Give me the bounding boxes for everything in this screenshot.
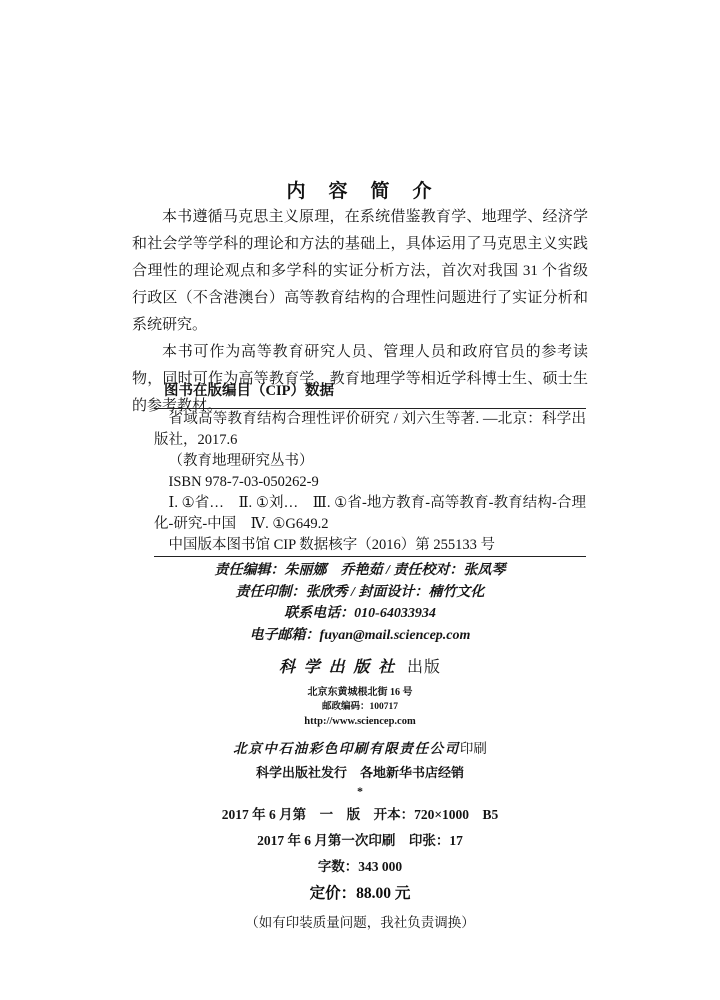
imprint-block (0, 654, 720, 931)
page-title: 内 容 简 介 (286, 181, 434, 202)
edition-line-2: 2017 年 6 月第一次印刷 印张：17 (257, 833, 463, 848)
contact-phone: 联系电话：010-64033934 (284, 606, 436, 621)
star-separator: * (357, 784, 363, 798)
cip-series: （教育地理研究丛书） (168, 453, 314, 469)
summary-paragraph-1: 本书遵循马克思主义原理，在系统借鉴教育学、地理学、经济学和社会学等学科的理论和方法的基础上，具体运用了马克思主义实践合理性的理论观点和多学科的实证分析方法，首次对我国 31 个省级行政区（不含港澳台）高等教育结构的合理性问题进行了实证分析和系统研究。 (132, 209, 588, 333)
publisher-line (0, 654, 720, 677)
cip-rule-bottom (154, 556, 586, 557)
price: 定价：88.00 元 (309, 885, 411, 902)
credits-printing-design: 责任印制：张欣秀 / 封面设计：楠竹文化 (235, 584, 485, 600)
printer-name: 北京中石油彩色印刷有限责任公司 (233, 741, 460, 756)
publisher-name: 科学出版社 (278, 659, 403, 676)
publisher-address: 北京东黄城根北街 16 号 (307, 687, 413, 698)
credits-editors: 责任编辑：朱丽娜 乔艳茹 / 责任校对：张凤琴 (214, 563, 506, 578)
cip-data-block (154, 381, 586, 557)
cip-header: 图书在版编目（CIP）数据 (164, 383, 334, 399)
cip-title-line: 省域高等教育结构合理性评价研究 / 刘六生等著. —北京：科学出版社，2017.6 (154, 411, 586, 448)
publisher-website: http://www.sciencep.com (304, 716, 416, 727)
staff-credits (0, 560, 720, 646)
cip-isbn: ISBN 978-7-03-050262-9 (168, 474, 319, 490)
contact-email: 电子邮箱：fuyan@mail.sciencep.com (249, 627, 471, 643)
distribution-line: 科学出版社发行 各地新华书店经销 (255, 765, 464, 780)
quality-note: （如有印装质量问题，我社负责调换） (245, 915, 475, 930)
printer-suffix: 印刷 (459, 741, 487, 756)
edition-line-1: 2017 年 6 月第 一 版 开本：720×1000 B5 (221, 807, 499, 822)
word-count: 字数：343 000 (317, 859, 403, 874)
printer-line (0, 737, 720, 757)
cip-body (154, 409, 586, 556)
publisher-suffix: 出版 (407, 659, 442, 676)
summary-paragraph-2: 本书可作为高等教育研究人员、管理人员和政府官员的参考读物，同时可作为高等教育学、教育地理学等相近学科博士生、硕士生的参考教材。 (132, 344, 588, 414)
publisher-postcode: 邮政编码：100717 (321, 702, 398, 712)
cip-record-number: 中国版本图书馆 CIP 数据核字（2016）第 255133 号 (168, 537, 496, 553)
cip-classification: Ⅰ. ①省… Ⅱ. ①刘… Ⅲ. ①省-地方教育-高等教育-教育结构-合理化-研究-中国 Ⅳ. ①G649.2 (154, 495, 586, 532)
